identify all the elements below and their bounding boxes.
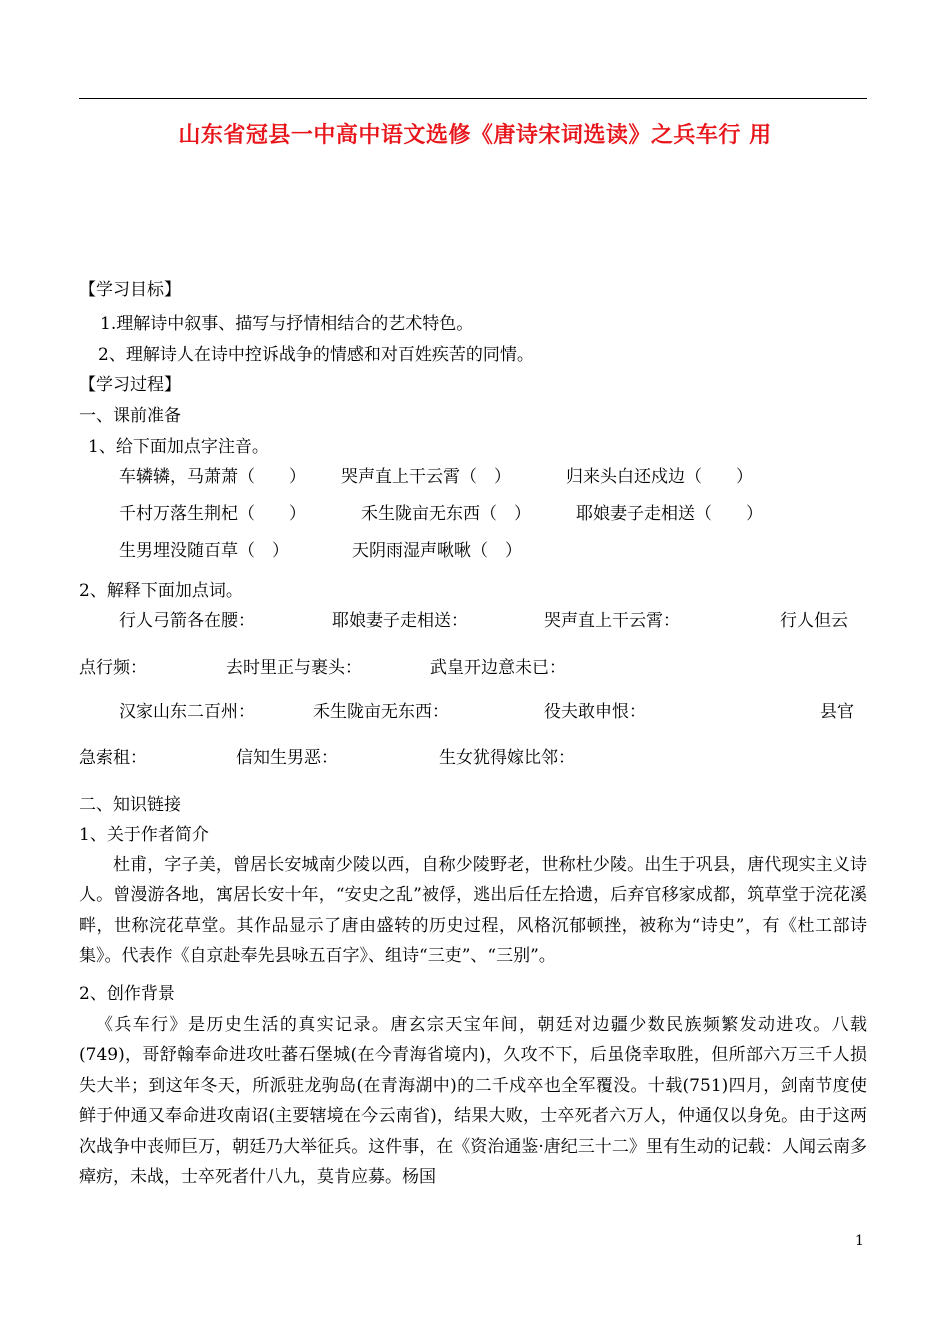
q1-heading: 1、给下面加点字注音。 bbox=[88, 437, 269, 457]
q2-item: 县官 bbox=[820, 702, 854, 722]
q2-item: 禾生陇亩无东西： bbox=[313, 702, 449, 722]
goal-item bbox=[0, 309, 950, 339]
author-heading: 1、关于作者简介 bbox=[79, 825, 209, 845]
q2-item: 汉家山东二百州： bbox=[119, 702, 255, 722]
q1-heading-line bbox=[0, 432, 950, 462]
process-heading: 【学习过程】 bbox=[79, 375, 181, 395]
q1-item: 禾生陇亩无东西（ ） bbox=[361, 504, 531, 524]
goal-item-1: 1.理解诗中叙事、描写与抒情相结合的艺术特色。 bbox=[100, 314, 474, 334]
q2-item: 哭声直上干云霄： bbox=[544, 611, 680, 631]
q2-row bbox=[0, 743, 950, 773]
q1-item: 耶娘妻子走相送（ ） bbox=[576, 504, 763, 524]
q2-item: 信知生男恶： bbox=[236, 748, 338, 768]
q1-item: 千村万落生荆杞（ ） bbox=[119, 504, 306, 524]
q2-row bbox=[0, 697, 950, 727]
q1-item: 生男埋没随百草（ ） bbox=[119, 541, 289, 561]
q2-item: 行人但云 bbox=[780, 611, 848, 631]
q2-item: 役夫敢申恨： bbox=[544, 702, 646, 722]
q1-item: 车辚辚，马萧萧（ ） bbox=[119, 467, 306, 487]
background-heading: 2、创作背景 bbox=[79, 984, 175, 1004]
q1-item: 天阴雨湿声啾啾（ ） bbox=[352, 541, 522, 561]
part1-heading-line bbox=[0, 401, 950, 431]
background-heading-line bbox=[0, 979, 950, 1009]
part2-heading: 二、知识链接 bbox=[79, 795, 181, 815]
goals-heading: 【学习目标】 bbox=[79, 280, 181, 300]
goal-item bbox=[0, 340, 950, 370]
q1-item: 哭声直上干云霄（ ） bbox=[341, 467, 511, 487]
q2-heading: 2、解释下面加点词。 bbox=[79, 581, 243, 601]
background-paragraph bbox=[79, 1010, 867, 1192]
q2-item: 生女犹得嫁比邻： bbox=[439, 748, 575, 768]
q1-row bbox=[0, 499, 950, 529]
q1-item: 归来头白还戍边（ ） bbox=[566, 467, 753, 487]
header-rule bbox=[79, 98, 867, 99]
q2-row bbox=[0, 653, 950, 683]
page-number: 1 bbox=[855, 1233, 864, 1249]
q2-item: 行人弓箭各在腰： bbox=[119, 611, 255, 631]
goals-heading-line bbox=[0, 275, 950, 305]
part2-heading-line bbox=[0, 790, 950, 820]
part1-heading: 一、课前准备 bbox=[79, 406, 181, 426]
q2-item: 急索租： bbox=[79, 748, 147, 768]
background-text: 《兵车行》是历史生活的真实记录。唐玄宗天宝年间，朝廷对边疆少数民族频繁发动进攻。八载(749)，哥舒翰奉命进攻吐蕃石堡城(在今青海省境内)，久攻不下，后虽侥幸取胜，但所部六万三千人损失大半；到这年冬天，所派驻龙驹岛(在青海湖中)的二千戍卒也全军覆没。十载(751)四月，剑南节度使鲜于仲通又奉命进攻南诏(主要辖境在今云南省)，结果大败，士卒死者六万人，仲通仅以身免。由于这两次战争中丧师巨万，朝廷乃大举征兵。这件事，在《资治通鉴·唐纪三十二》里有生动的记载：人闻云南多瘴疠，未战，士卒死者什八九，莫肯应募。杨国 bbox=[79, 1015, 867, 1188]
q2-item: 去时里正与裹头： bbox=[226, 658, 362, 678]
q1-row bbox=[0, 462, 950, 492]
q2-item: 点行频： bbox=[79, 658, 147, 678]
document-title: 山东省冠县一中高中语文选修《唐诗宋词选读》之兵车行 用 bbox=[178, 122, 772, 148]
q2-item: 武皇开边意未已： bbox=[430, 658, 566, 678]
goal-item-2: 2、理解诗人在诗中控诉战争的情感和对百姓疾苦的同情。 bbox=[98, 345, 534, 365]
q2-row bbox=[0, 606, 950, 636]
q1-row bbox=[0, 536, 950, 566]
q2-heading-line bbox=[0, 576, 950, 606]
author-heading-line bbox=[0, 820, 950, 850]
author-paragraph bbox=[79, 850, 867, 972]
process-heading-line bbox=[0, 370, 950, 400]
q2-item: 耶娘妻子走相送： bbox=[332, 611, 468, 631]
author-text: 杜甫，字子美，曾居长安城南少陵以西，自称少陵野老，世称杜少陵。出生于巩县，唐代现实主义诗人。曾漫游各地，寓居长安十年，“安史之乱”被俘，逃出后任左拾遗，后弃官移家成都，筑草堂于浣花溪畔，世称浣花草堂。其作品显示了唐由盛转的历史过程，风格沉郁顿挫，被称为“诗史”，有《杜工部诗集》。代表作《自京赴奉先县咏五百字》、组诗“三吏”、“三别”。 bbox=[79, 855, 867, 967]
